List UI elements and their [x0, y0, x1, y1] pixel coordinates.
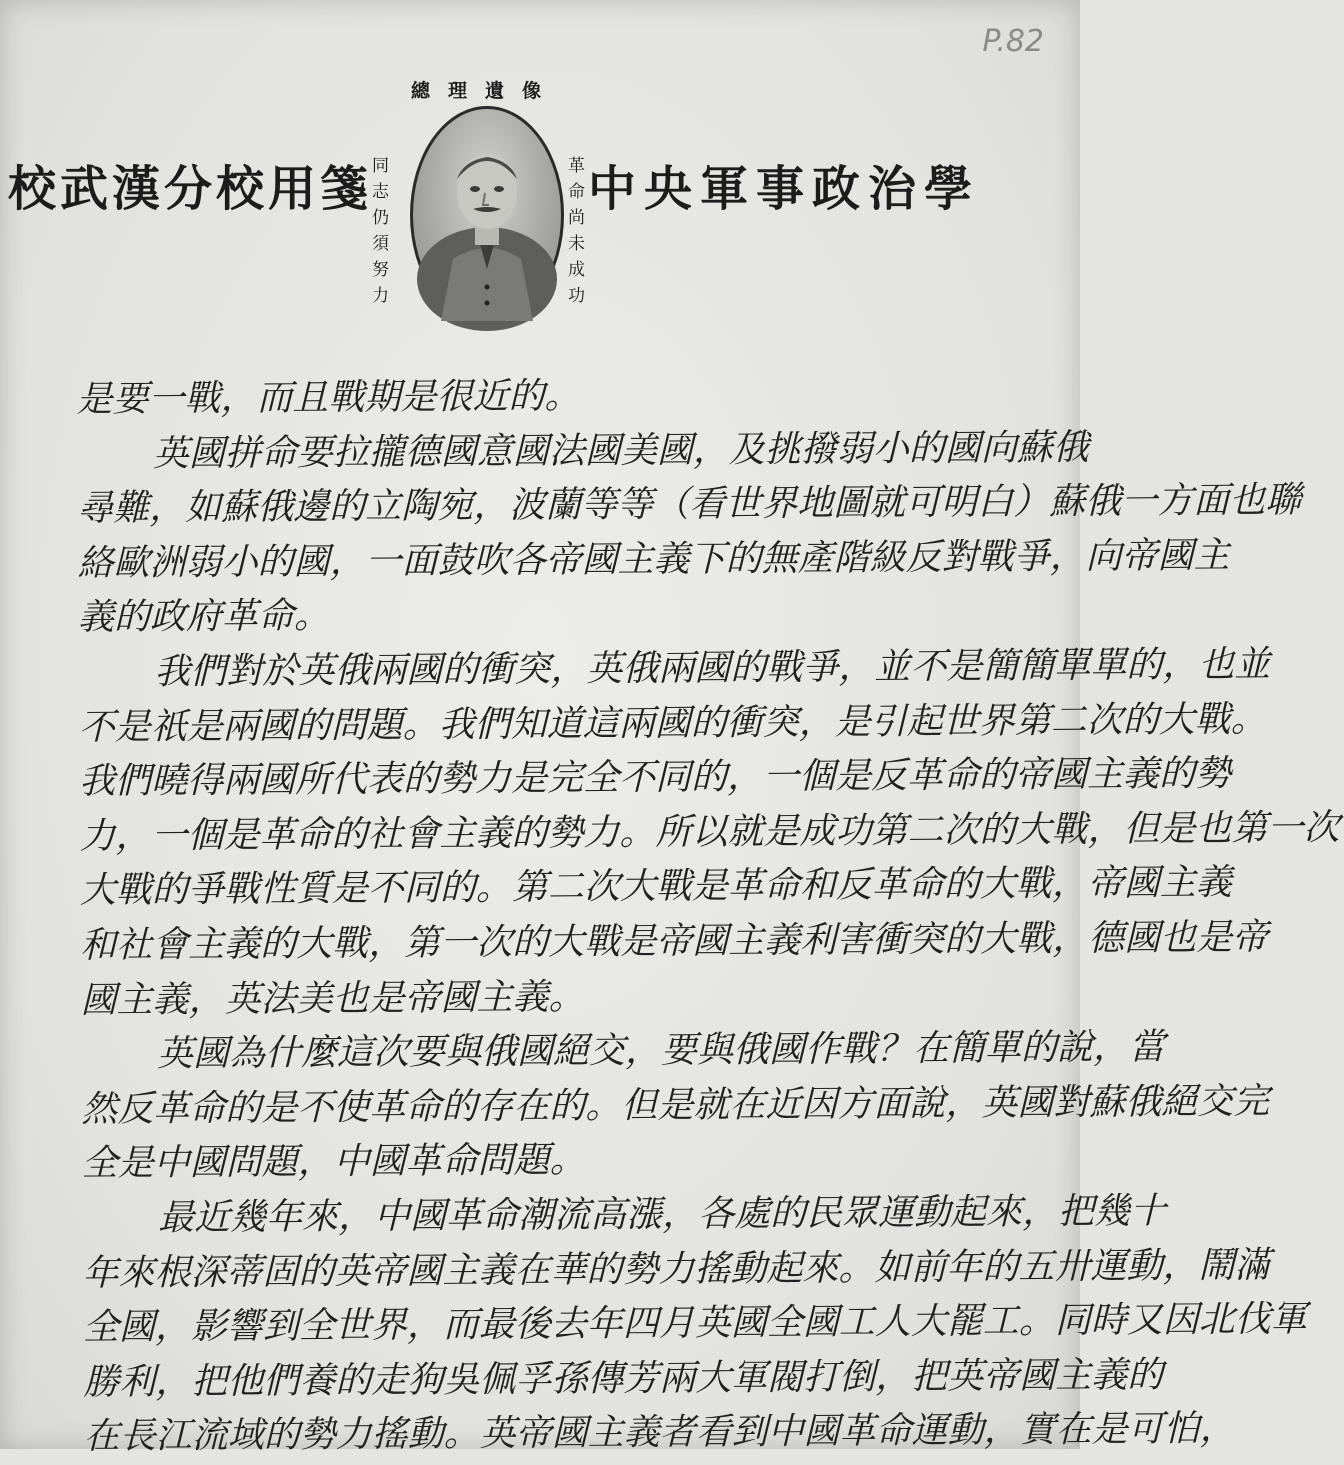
page-number-mark: P.82	[982, 24, 1044, 59]
handwritten-body	[76, 367, 1340, 1465]
text-line: 最近幾年來，中國革命潮流高漲，各處的民眾運動起來，把幾十	[157, 1190, 1167, 1239]
text-line: 義的政府革命。	[77, 595, 331, 639]
text-line: 是要一戰，而且戰期是很近的。	[76, 375, 581, 421]
text-line: 英國拼命要拉攏德國意國法國美國，及挑撥弱小的國向蘇俄	[152, 426, 1089, 475]
text-line: 不是祇是兩國的問題。我們知道這兩國的衝突，是引起世界第二次的大戰。	[78, 698, 1267, 748]
text-line: 尋難，如蘇俄邊的立陶宛，波蘭等等（看世界地圖就可明白）蘇俄一方面也聯	[77, 479, 1302, 530]
text-line: 全是中國問題，中國革命問題。	[81, 1139, 586, 1185]
portrait-frame	[410, 106, 564, 324]
paragraph-5	[82, 1186, 1307, 1465]
text-line: 國主義，英法美也是帝國主義。	[80, 976, 585, 1021]
paragraph-2	[77, 421, 1302, 646]
text-line: 英國為什麼這次要與俄國絕交，要與俄國作戰？在簡單的說，當	[156, 1026, 1166, 1075]
text-line: 力，一個是革命的社會主義的勢力。所以就是成功第二次的大戰，但是也第一次	[79, 807, 1340, 857]
text-line: 年來根深蒂固的英帝國主義在華的勢力搖動起來。如前年的五卅運動，鬧滿	[82, 1244, 1271, 1294]
couplet-left: 同志仍須努力	[368, 156, 388, 312]
paragraph-1	[76, 367, 976, 428]
letterhead-left-title: 校武漢分校用箋	[8, 161, 373, 217]
letterhead-right-title: 中央軍事政治學	[588, 161, 981, 217]
text-line: 全國，影響到全世界，而最後去年四月英國全國工人大罷工。同時又因北伐軍	[82, 1298, 1307, 1349]
text-line: 在長江流域的勢力搖動。英帝國主義者看到中國革命運動，實在是可怕，	[83, 1408, 1236, 1458]
text-line: 勝利，把他們養的走狗吳佩孚孫傳芳兩大軍閥打倒，把英帝國主義的	[83, 1354, 1164, 1403]
text-line: 大戰的爭戰性質是不同的。第二次大戰是革命和反革命的大戰，帝國主義	[79, 862, 1232, 912]
sun-yat-sen-portrait-icon	[413, 109, 561, 321]
text-line: 和社會主義的大戰，第一次的大戰是帝國主義利害衝突的大戰，德國也是帝	[80, 916, 1269, 967]
paragraph-3	[78, 640, 1340, 1028]
paragraph-4	[81, 1022, 1270, 1192]
portrait-caption: 總理遺像	[410, 80, 559, 102]
text-line: 然反革命的是不使革命的存在的。但是就在近因方面說，英國對蘇俄絕交完	[81, 1080, 1270, 1130]
text-line: 我們對於英俄兩國的衝突，英俄兩國的戰爭，並不是簡簡單單的，也並	[154, 643, 1271, 693]
couplet-right: 革命尚未成功	[564, 156, 584, 312]
text-line: 絡歐洲弱小的國，一面鼓吹各帝國主義下的無產階級反對戰爭，向帝國主	[77, 534, 1230, 584]
text-line: 我們曉得兩國所代表的勢力是完全不同的，一個是反革命的帝國主義的勢	[78, 753, 1232, 803]
